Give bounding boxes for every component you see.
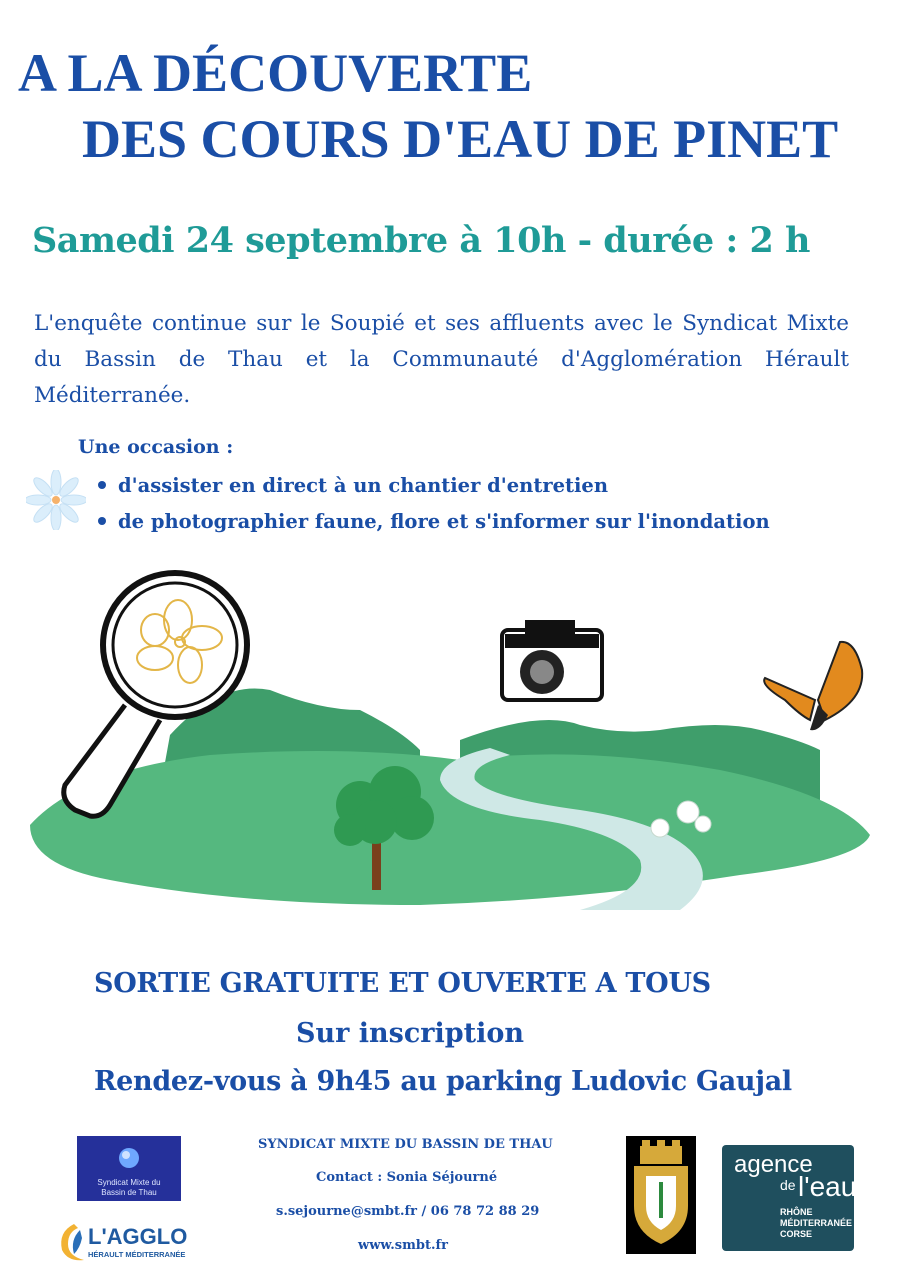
- smbt-logo: Syndicat Mixte du Bassin de Thau: [77, 1136, 181, 1201]
- globe-icon: [77, 1136, 181, 1176]
- agglo-logo: L'AGGLO HÉRAULT MÉDITERRANÉE: [56, 1218, 188, 1268]
- occasion-heading: Une occasion :: [78, 436, 234, 458]
- title-line-1: A LA DÉCOUVERTE: [18, 43, 533, 103]
- footer-contact: Contact : Sonia Séjourné: [316, 1170, 498, 1185]
- pinet-crest: [626, 1136, 696, 1254]
- list-item: de photographier faune, flore et s'informer sur l'inondation: [98, 506, 770, 542]
- occasion-list: [98, 470, 770, 542]
- footer-org: SYNDICAT MIXTE DU BASSIN DE THAU: [258, 1137, 553, 1152]
- crest-icon: [626, 1136, 696, 1254]
- landscape-illustration: [20, 560, 880, 940]
- agence-eau-logo: agence de l'eau RHÔNE MÉDITERRANÉE CORSE: [722, 1145, 854, 1251]
- intro-paragraph: L'enquête continue sur le Soupié et ses affluents avec le Syndicat Mixte du Bassin de Thau et la Communauté d'Agglomération Hérault Méditerranée.: [34, 311, 849, 408]
- footer-email-phone[interactable]: s.sejourne@smbt.fr / 06 78 72 88 29: [276, 1204, 540, 1219]
- registration-text: Sur inscription: [296, 1018, 525, 1049]
- free-outing-text: SORTIE GRATUITE ET OUVERTE A TOUS: [94, 968, 711, 999]
- title-line-2: DES COURS D'EAU DE PINET: [82, 109, 839, 169]
- bullet-icon: [98, 481, 106, 489]
- event-date: Samedi 24 septembre à 10h - durée : 2 h: [32, 220, 810, 261]
- footer-website[interactable]: www.smbt.fr: [358, 1238, 448, 1253]
- agglo-swirl-icon: [56, 1220, 90, 1264]
- butterfly-icon: [764, 642, 862, 730]
- meeting-point-text: Rendez-vous à 9h45 au parking Ludovic Gaujal: [94, 1066, 792, 1097]
- bullet-icon: [98, 517, 106, 525]
- list-item: d'assister en direct à un chantier d'entretien: [98, 470, 770, 506]
- flower-icon: [26, 470, 86, 530]
- camera-icon: [502, 620, 602, 700]
